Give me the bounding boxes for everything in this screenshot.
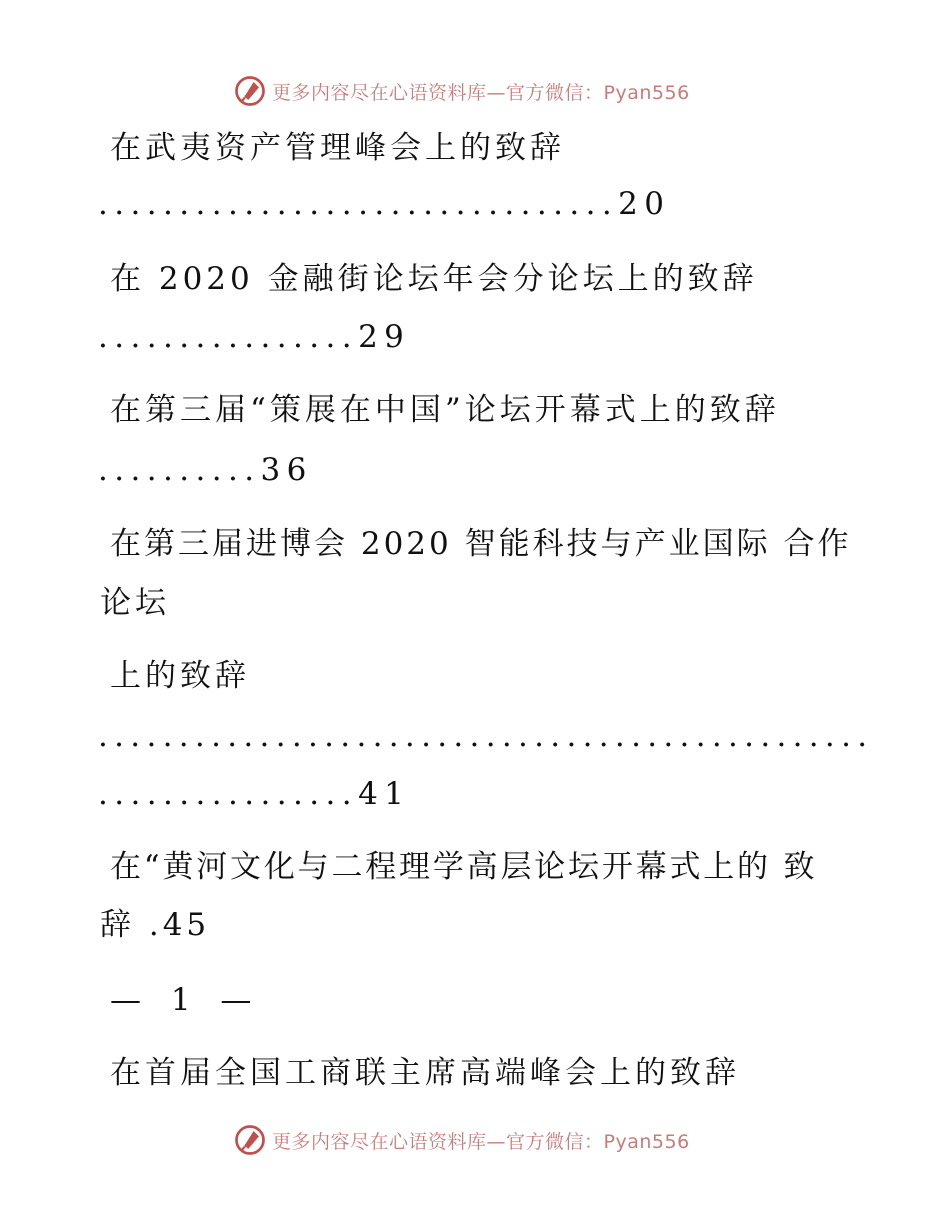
toc-entry-1-title: 在武夷资产管理峰会上的致辞 [110, 130, 565, 166]
watermark-text: 更多内容尽在心语资料库—官方微信：Pyan556 [272, 1130, 690, 1153]
toc-entry-2-title: 在 2020 金融街论坛年会分论坛上的致辞 [110, 261, 758, 297]
next-toc-entry-title: 在首届全国工商联主席高端峰会上的致辞 [110, 1055, 740, 1091]
pen-nib-logo-icon [232, 73, 268, 109]
toc-entry-3-leader: ..........36 [98, 452, 313, 488]
toc-entry-4-leader-line2: ................41 [98, 776, 411, 812]
toc-entry-3-title: 在第三届“策展在中国”论坛开幕式上的致辞 [110, 392, 780, 428]
watermark-top [232, 71, 752, 111]
toc-entry-2-leader: ................29 [98, 319, 411, 355]
toc-entry-5-title-line2: 辞 .45 [100, 907, 211, 943]
watermark-bottom [232, 1120, 752, 1160]
toc-entry-5-title-line1: 在“黄河文化与二程理学高层论坛开幕式上的 致 [110, 849, 818, 885]
toc-entry-4-title-line2: 论坛 [100, 585, 170, 621]
watermark-text: 更多内容尽在心语资料库—官方微信：Pyan556 [272, 81, 690, 104]
pen-nib-logo-icon [232, 1122, 268, 1158]
toc-entry-4-title-line1: 在第三届进博会 2020 智能科技与产业国际 合作 [110, 526, 852, 562]
toc-entry-1-leader: ................................20 [98, 186, 671, 222]
toc-entry-4-leader-line1: ................................................ [98, 718, 874, 754]
page-number: — 1 — [110, 982, 262, 1018]
toc-entry-4-title-line3: 上的致辞 [110, 658, 250, 694]
